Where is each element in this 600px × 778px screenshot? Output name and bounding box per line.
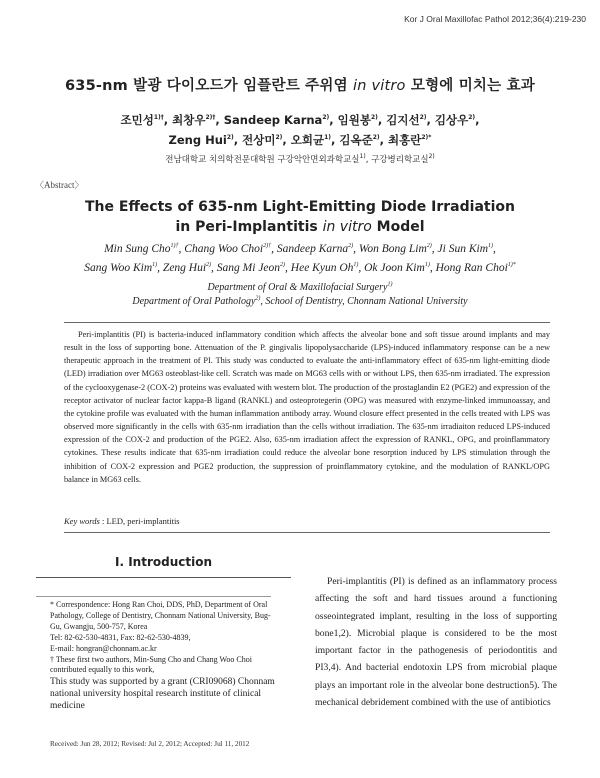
author-affiliation-mark: 2): [419, 114, 427, 122]
korean-authors-line-1: 조민성$^{1)\dagger}$, 최창우$^{2)\dagger}$, Sandeep Karna$^{2)}$, 임원봉$^{2)}$, 김지선$^{2)}$, 김상우$^{2)}$,: [120, 113, 480, 127]
author-name: Hee Kyun Oh: [290, 262, 354, 274]
author-affiliation-mark: 2)*: [421, 134, 432, 142]
email-link[interactable]: E-mail: hongran@chonnam.ac.kr: [50, 643, 157, 653]
author-name: 임원봉: [337, 113, 371, 127]
phone-fax: Tel: 82-62-530-4831, Fax: 82-62-530-4839,: [50, 632, 191, 642]
korean-affiliation: 전남대학교 치의학전문대학원 구강악안면외과학교실$^{1)}$, 구강병리학교실$^{2)}$: [165, 153, 435, 165]
received-dates: Received: Jun 28, 2012; Revised: Jul 2, 2012; Accepted: Jul 11, 2012: [50, 740, 250, 748]
introduction-heading-rule: [36, 577, 291, 578]
abstract-body: Peri-implantitis (PI) is bacteria-induced inflammatory condition which affects the alveolar bone and soft tissue around implants and may result in the loss of supporting bone. Attenuation of the P. gingivalis lipopolysaccharide (LPS)-induced inflammatory response can be a new therapeutic approach in the treatment of PI. This study was conducted to evaluate the anti-inflammatory effect of 635-nm light-emitting diode (LED) irradiation over MG63 osteoblast-like cell. Scratch was made on MG63 cells with or without LPS, then 635-nm irradiated. The expression of the cyclooxygenase-2 (COX-2) proteins was evaluated with western blot. The production of the prostaglandin E2 (PGE2) and expression of the receptor activator of nuclear factor kappa-B ligand (RANKL) and osteoprotegerin (OPG) was measured with enzyme-linked immunoassay, and the cytokine profile was evaluated with the human inflammation antibody array. Wound closure effect presented in the cells treated with LPS was observed more significantly in the cells with 635-nm irradiation than the cells without irradiation. The 635-nm irradiaiton reduced LPS-induced expression of the COX-2 and production of the PGE2. Also, 635-nm irradiation affect the expression of RANKL, OPG, and proinflammatory cytokines. These results indicate that 635-nm irradiation could reduce the alveolar bone resorption induced by LPS stimulation through the inhibition of COX-2 expression and PGE2 production, the suppression of proinflammatory cytokine, and the modulation of RANKL/OPG balance in MG63 cells.: [64, 330, 550, 484]
author-name: Zeng Hui: [168, 133, 227, 147]
footnote-rule: [36, 596, 271, 597]
author-name: Hong Ran Choi: [435, 262, 508, 274]
author-affiliation-mark: 1): [353, 262, 359, 269]
author-name: Chang Woo Choi: [184, 243, 264, 255]
grant-note: This study was supported by a grant (CRI09068) Chonnam national university hospital research institute of clinical medicine: [50, 677, 275, 712]
author-name: 최창우: [172, 113, 206, 127]
author-name: 김지선: [386, 113, 420, 127]
author-affiliation-mark: 1): [488, 243, 494, 250]
author-affiliation-mark: 2): [226, 134, 234, 142]
author-affiliation-mark: 2): [322, 114, 330, 122]
author-affiliation-mark: 1)*: [507, 262, 516, 269]
author-affiliation-mark: 2): [372, 134, 380, 142]
abstract-label: 〈Abstract〉: [35, 180, 84, 190]
author-affiliation-mark: 2): [275, 134, 283, 142]
author-affiliation-mark: 2): [206, 262, 212, 269]
author-affiliation-mark: 2)†: [263, 243, 272, 250]
equal-contribution-note: † These first two authors, Min-Sung Cho and Chang Woo Choi contributed equally to this work,: [50, 654, 252, 675]
footnotes: [50, 600, 280, 712]
english-title-line-1: The Effects of 635-nm Light-Emitting Diode Irradiation: [85, 199, 515, 215]
english-authors-line-1: Min Sung Cho$^{1)\dagger}$, Chang Woo Choi$^{2)\dagger}$, Sandeep Karna$^{2)}$, Won Bong Lim$^{2)}$, Ji Sun Kim$^{1)}$,: [104, 243, 496, 255]
author-name: Sandeep Karna: [276, 243, 349, 255]
author-name: Min Sung Cho: [104, 243, 171, 255]
english-affiliation-2: Department of Oral Pathology$^{2)}$, School of Dentistry, Chonnam National University: [132, 295, 468, 307]
author-name: Ji Sun Kim: [437, 243, 489, 255]
korean-title: 635-nm 발광 다이오드가 임플란트 주위염 in vitro 모형에 미치는 효과: [64, 78, 536, 94]
english-affiliation-1: Department of Oral & Maxillofacial Surgery$^{1)}$: [207, 281, 393, 293]
author-affiliation-mark: 2)†: [205, 114, 216, 122]
korean-authors-line-2: Zeng Hui$^{2)}$, 전상미$^{2)}$, 오희균$^{1)}$, 김옥준$^{2)}$, 최홍란$^{2)*}$: [168, 133, 432, 147]
journal-citation: Kor J Oral Maxillofac Pathol 2012;36(4):219-230: [404, 14, 586, 24]
author-name: 오희균: [290, 133, 325, 147]
english-authors-line-2: Sang Woo Kim$^{1)}$, Zeng Hui$^{2)}$, Sang Mi Jeon$^{2)}$, Hee Kyun Oh$^{1)}$, Ok Joon Kim$^{1)}$, Hong Ran Choi$^{1)*}$: [84, 262, 516, 274]
author-affiliation-mark: 1)†: [170, 243, 179, 250]
author-name: 전상미: [242, 133, 276, 147]
author-name: Won Bong Lim: [358, 243, 427, 255]
author-name: Zeng Hui: [162, 262, 207, 274]
author-name: 조민성: [120, 113, 154, 127]
author-name: Sang Mi Jeon: [216, 262, 281, 274]
introduction-heading: Ⅰ. Introduction: [115, 555, 212, 569]
author-name: Sang Woo Kim: [84, 262, 153, 274]
author-affiliation-mark: 1): [424, 262, 430, 269]
keywords: Key words : LED, peri-implantitis: [64, 516, 180, 526]
author-affiliation-mark: 2): [280, 262, 286, 269]
author-affiliation-mark: 1): [324, 134, 332, 142]
author-name: Sandeep Karna: [223, 113, 323, 127]
author-affiliation-mark: 1)†: [153, 114, 164, 122]
author-affiliation-mark: 2): [426, 243, 432, 250]
author-name: Ok Joon Kim: [364, 262, 425, 274]
abstract-bottom-rule: [64, 532, 550, 533]
author-affiliation-mark: 2): [348, 243, 354, 250]
author-name: 최홍란: [388, 133, 422, 147]
introduction-body: Peri-implantitis (PI) is defined as an inflammatory process affecting the soft and hard tissues around a functioning osseointegrated implant, resulting in the loss of supporting bone1,2). Microbial plaque is considered to be the most important factor in the pathogenesis of periodontitis and PI3,4). And bacterial endotoxin LPS from microbial plaque plays an important role in the alveolar bone destruction5). The mechanical debridement combined with the use of antibiotics: [315, 576, 557, 709]
author-affiliation-mark: 2): [468, 114, 476, 122]
correspondence-note: * Correspondence: Hong Ran Choi, DDS, PhD, Department of Oral Pathology, College of Dentistry, Chonnam National University, Bug-Gu, Gwangju, 500-757, Korea: [50, 600, 271, 631]
author-affiliation-mark: 1): [152, 262, 158, 269]
abstract-top-rule: [64, 322, 550, 323]
english-title-line-2: in Peri-Implantitis in vitro Model: [175, 219, 425, 235]
author-name: 김상우: [434, 113, 469, 127]
author-name: 김옥준: [339, 133, 373, 147]
author-affiliation-mark: 2): [370, 114, 378, 122]
